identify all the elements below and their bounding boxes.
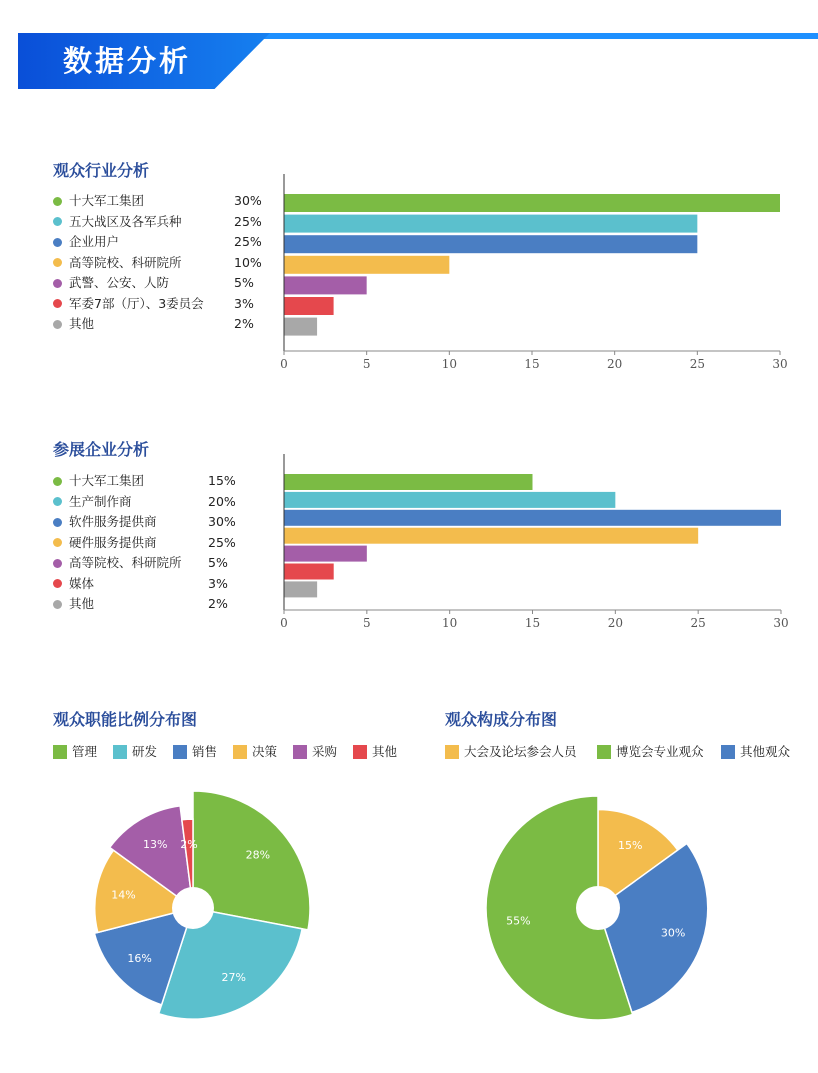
exhibitor-analysis-bar-chart bbox=[270, 452, 800, 636]
x-tick-label: 25 bbox=[690, 616, 706, 630]
audience-function-legend bbox=[53, 744, 413, 760]
legend-dot-icon bbox=[53, 238, 62, 247]
legend-dot-icon bbox=[53, 279, 62, 288]
x-tick-label: 30 bbox=[772, 357, 788, 371]
legend-label: 决策 bbox=[252, 744, 278, 759]
exhibitor-analysis-legend-item bbox=[53, 533, 253, 553]
legend-dot-icon bbox=[53, 497, 62, 506]
legend-percent: 10% bbox=[234, 254, 262, 270]
bar bbox=[285, 546, 367, 562]
legend-swatch-icon bbox=[353, 745, 367, 759]
x-tick-label: 10 bbox=[442, 616, 458, 630]
legend-percent: 30% bbox=[234, 193, 262, 208]
bar bbox=[285, 194, 781, 212]
x-tick-label: 0 bbox=[280, 357, 288, 371]
x-tick-label: 15 bbox=[524, 357, 540, 371]
legend-percent: 2% bbox=[234, 316, 254, 331]
bar bbox=[285, 564, 334, 580]
legend-dot-icon bbox=[53, 258, 62, 267]
pie-slice-label: 15% bbox=[617, 838, 643, 852]
legend-dot-icon bbox=[53, 320, 62, 329]
legend-swatch-icon bbox=[721, 745, 735, 759]
x-tick-label: 10 bbox=[441, 357, 457, 371]
legend-percent: 30% bbox=[208, 514, 236, 529]
bar bbox=[285, 474, 533, 490]
pie-center-hole bbox=[172, 887, 214, 929]
audience-industry-legend-item bbox=[53, 273, 273, 293]
audience-function-pie-chart bbox=[80, 780, 320, 1030]
audience-composition-title: 观众构成分布图 bbox=[445, 710, 558, 729]
legend-label: 武警、公安、人防 bbox=[69, 275, 170, 290]
audience-industry-legend-item bbox=[53, 294, 273, 314]
bar bbox=[285, 318, 318, 336]
legend-dot-icon bbox=[53, 477, 62, 486]
legend-label: 军委7部（厅）、3委员会 bbox=[69, 295, 204, 311]
pie-slice-label: 55% bbox=[506, 914, 531, 928]
audience-industry-legend bbox=[53, 191, 273, 335]
legend-label: 企业用户 bbox=[69, 234, 120, 249]
legend-dot-icon bbox=[53, 197, 62, 206]
audience-composition-legend bbox=[445, 744, 805, 760]
x-tick-label: 20 bbox=[607, 616, 623, 630]
legend-label: 其他 bbox=[69, 316, 95, 331]
page-header bbox=[0, 0, 818, 100]
legend-percent: 5% bbox=[208, 555, 228, 570]
legend-label: 博览会专业观众 bbox=[616, 744, 704, 759]
legend-percent: 3% bbox=[234, 295, 254, 311]
bar bbox=[285, 235, 698, 253]
pie-slice-label: 27% bbox=[221, 970, 246, 984]
pie-center-hole bbox=[576, 886, 620, 930]
x-tick-label: 5 bbox=[362, 357, 371, 371]
legend-label: 其他 bbox=[372, 744, 398, 759]
x-tick-label: 5 bbox=[363, 616, 371, 630]
legend-label: 五大战区及各军兵种 bbox=[69, 213, 182, 229]
audience-composition-pie-chart bbox=[480, 780, 720, 1030]
exhibitor-analysis-legend-item bbox=[53, 574, 253, 594]
bar bbox=[285, 215, 698, 233]
legend-percent: 15% bbox=[208, 473, 236, 488]
bar bbox=[285, 297, 334, 315]
x-tick-label: 15 bbox=[524, 616, 541, 630]
legend-swatch-icon bbox=[293, 745, 307, 759]
exhibitor-analysis-legend-item bbox=[53, 492, 253, 512]
exhibitor-analysis-legend-item bbox=[53, 512, 253, 532]
legend-label: 高等院校、科研院所 bbox=[69, 555, 182, 570]
pie-slice-label: 2% bbox=[180, 838, 198, 852]
pie-slice-label: 16% bbox=[127, 952, 152, 966]
audience-industry-legend-item bbox=[53, 253, 273, 273]
audience-industry-title: 观众行业分析 bbox=[53, 161, 150, 180]
bar bbox=[285, 276, 367, 294]
exhibitor-analysis-legend bbox=[53, 471, 253, 615]
legend-percent: 5% bbox=[234, 275, 254, 290]
bar bbox=[285, 528, 699, 544]
exhibitor-analysis-legend-item bbox=[53, 594, 253, 614]
audience-industry-legend-item bbox=[53, 232, 273, 252]
legend-percent: 20% bbox=[208, 493, 236, 509]
audience-industry-legend-item bbox=[53, 191, 273, 211]
legend-label: 大会及论坛参会人员 bbox=[464, 744, 577, 759]
legend-label: 软件服务提供商 bbox=[69, 514, 157, 529]
pie-slice-label: 13% bbox=[143, 838, 168, 852]
bar bbox=[285, 492, 616, 508]
legend-dot-icon bbox=[53, 559, 62, 568]
pie-slice-label: 14% bbox=[111, 888, 136, 902]
legend-dot-icon bbox=[53, 538, 62, 547]
legend-label: 高等院校、科研院所 bbox=[69, 254, 182, 270]
audience-function-title: 观众职能比例分布图 bbox=[53, 710, 198, 729]
legend-percent: 3% bbox=[208, 575, 228, 591]
audience-industry-bar-chart bbox=[270, 172, 800, 377]
legend-label: 研发 bbox=[132, 744, 158, 759]
legend-swatch-icon bbox=[597, 745, 611, 759]
audience-industry-legend-item bbox=[53, 212, 273, 232]
bar bbox=[285, 510, 782, 526]
legend-swatch-icon bbox=[173, 745, 187, 759]
legend-percent: 25% bbox=[208, 534, 236, 550]
legend-swatch-icon bbox=[445, 745, 459, 759]
legend-percent: 2% bbox=[208, 596, 228, 611]
exhibitor-analysis-title: 参展企业分析 bbox=[53, 440, 150, 459]
legend-dot-icon bbox=[53, 579, 62, 588]
legend-swatch-icon bbox=[113, 745, 127, 759]
legend-dot-icon bbox=[53, 518, 62, 527]
legend-dot-icon bbox=[53, 217, 62, 226]
audience-industry-legend-item bbox=[53, 314, 273, 334]
bar bbox=[285, 581, 318, 597]
legend-dot-icon bbox=[53, 600, 62, 609]
x-tick-label: 25 bbox=[689, 357, 705, 371]
x-tick-label: 30 bbox=[773, 616, 789, 630]
legend-percent: 25% bbox=[234, 213, 262, 229]
exhibitor-analysis-legend-item bbox=[53, 471, 253, 491]
legend-label: 其他 bbox=[69, 596, 95, 611]
legend-label: 采购 bbox=[312, 744, 338, 759]
pie-slice-label: 28% bbox=[245, 848, 271, 862]
pie-slice-label: 30% bbox=[660, 926, 686, 940]
x-tick-label: 20 bbox=[607, 357, 623, 371]
legend-swatch-icon bbox=[233, 745, 247, 759]
legend-dot-icon bbox=[53, 299, 62, 308]
legend-label: 硬件服务提供商 bbox=[69, 534, 157, 550]
legend-swatch-icon bbox=[53, 745, 67, 759]
legend-label: 十大军工集团 bbox=[69, 193, 145, 208]
legend-label: 十大军工集团 bbox=[69, 473, 145, 488]
legend-label: 生产制作商 bbox=[69, 493, 132, 509]
exhibitor-analysis-legend-item bbox=[53, 553, 253, 573]
bar bbox=[285, 256, 450, 274]
page-title: 数据分析 bbox=[63, 44, 192, 78]
legend-label: 媒体 bbox=[69, 575, 95, 591]
legend-percent: 25% bbox=[234, 234, 262, 249]
legend-label: 其他观众 bbox=[740, 744, 791, 759]
legend-label: 销售 bbox=[192, 744, 218, 759]
x-tick-label: 0 bbox=[280, 616, 288, 630]
legend-label: 管理 bbox=[72, 744, 98, 759]
